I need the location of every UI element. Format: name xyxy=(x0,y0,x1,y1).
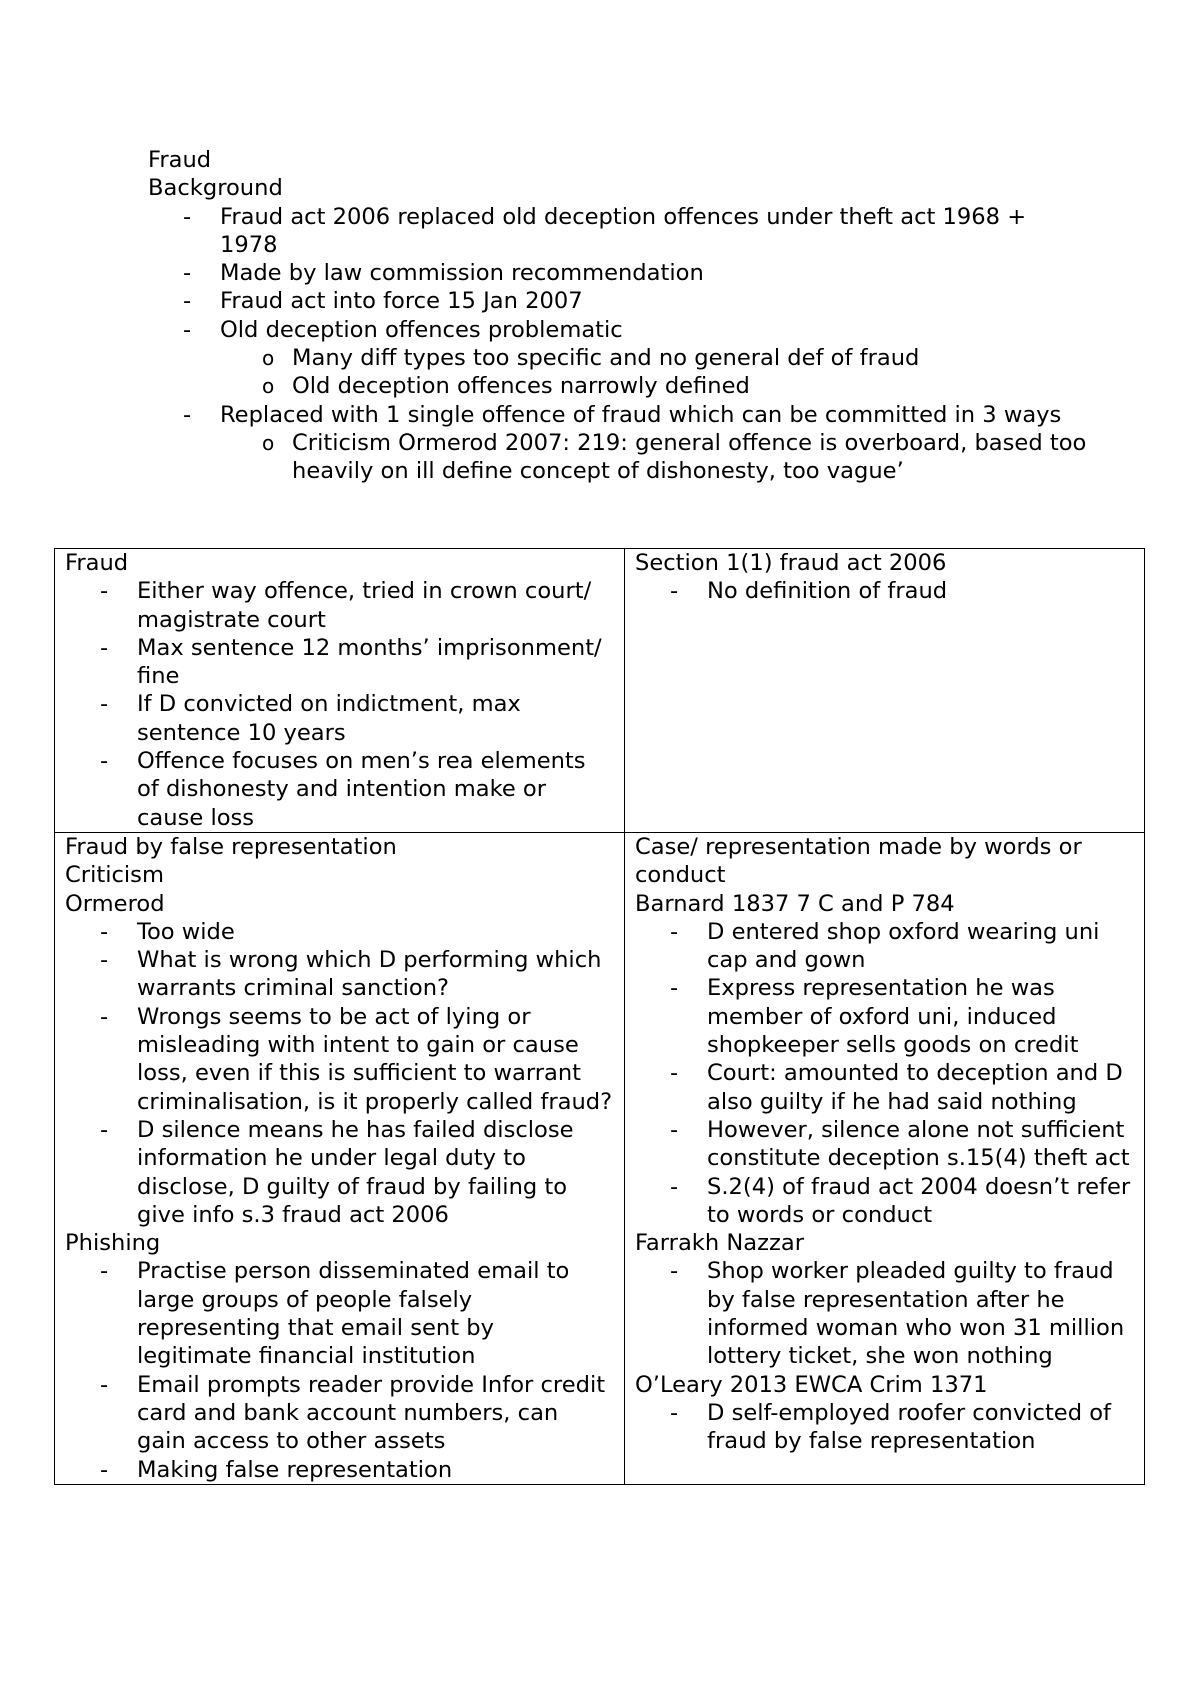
list-item: - S.2(4) of fraud act 2004 doesn’t refer to words or conduct xyxy=(670,1173,1131,1228)
list-item: - Wrongs seems to be act of lying or misleading with intent to gain or cause loss, even if this is sufficient to warrant criminalisation, is it properly called fraud? xyxy=(100,1003,613,1115)
list-item: - Either way offence, tried in crown court/ magistrate court xyxy=(100,578,592,633)
list-item: - Replaced with 1 single offence of fraud which can be committed in 3 ways o Criticism Ormerod 2007: 219: general offence is overboard, based too heavily on ill define concept of dishonesty, too vague’ xyxy=(183,401,1087,485)
cell-list xyxy=(635,577,1134,605)
list-item: - What is wrong which D performing which warrants criminal sanction? xyxy=(100,947,602,1002)
list-item: - Too wide xyxy=(100,918,235,945)
list-item: - Max sentence 12 months’ imprisonment/ fine xyxy=(100,634,602,690)
sub-list xyxy=(220,344,1088,401)
list-item: - D silence means he has failed disclose information he under legal duty to disclose, D guilty of fraud by failing to give info s.3 fraud act 2006 xyxy=(100,1116,574,1228)
case-name: Farrakh Nazzar xyxy=(635,1230,804,1257)
intro-section xyxy=(148,146,1088,486)
cell-heading: Fraud by false representation xyxy=(65,833,397,860)
cell-subheading: Ormerod xyxy=(65,890,165,917)
background-list xyxy=(148,203,1088,486)
list-item: - D entered shop oxford wearing uni cap and gown xyxy=(670,918,1100,974)
cell-heading: Section 1(1) fraud act 2006 xyxy=(635,550,947,576)
list-item: - Making false representation xyxy=(100,1456,453,1483)
list-item: - Shop worker pleaded guilty to fraud by false representation after he informed woman who won 31 million lottery ticket, she won nothing xyxy=(670,1258,1125,1370)
case-name: Barnard 1837 7 C and P 784 xyxy=(635,890,955,917)
cell-list xyxy=(65,1257,614,1483)
cell-list xyxy=(635,1257,1134,1370)
cell-list xyxy=(65,918,614,1229)
cell-list xyxy=(65,577,614,832)
cell-subheading: Criticism xyxy=(65,862,164,889)
list-item: - Court: amounted to deception and D also guilty if he had said nothing xyxy=(670,1060,1123,1115)
list-item: - Old deception offences problematic o Many diff types too specific and no general def of fraud o Old deception offences narrowly defined xyxy=(148,316,1088,401)
list-item: - Express representation he was member of oxford uni, induced shopkeeper sells goods on credit xyxy=(670,975,1079,1059)
case-name: O’Leary 2013 EWCA Crim 1371 xyxy=(635,1371,988,1398)
table-cell xyxy=(625,832,1145,1484)
sub-list-item: o Criticism Ormerod 2007: 219: general offence is overboard, based too heavily on ill define concept of dishonesty, too vague’ xyxy=(262,429,1087,485)
sub-list-item: o Old deception offences narrowly defined xyxy=(262,373,750,400)
list-item: - D self-employed roofer convicted of fraud by false representation xyxy=(670,1399,1112,1455)
table-cell xyxy=(55,832,625,1484)
sub-list-item: o Many diff types too specific and no general def of fraud xyxy=(262,345,920,372)
table-cell xyxy=(55,549,625,833)
list-item: - Email prompts reader provide Infor credit card and bank account numbers, can gain access to other assets xyxy=(100,1371,606,1455)
list-item: - Fraud act 2006 replaced old deception offences under theft act 1968 + 1978 xyxy=(183,203,1027,258)
doc-title: Fraud xyxy=(148,147,212,173)
list-item: - However, silence alone not sufficient constitute deception s.15(4) theft act xyxy=(670,1116,1130,1172)
list-item: - Offence focuses on men’s rea elements of dishonesty and intention make or cause loss xyxy=(100,748,586,831)
list-item: - No definition of fraud xyxy=(670,578,948,605)
cell-heading: Case/ representation made by words or conduct xyxy=(635,833,1082,889)
table-row xyxy=(55,832,1145,1484)
section-heading: Background xyxy=(148,175,283,202)
table-cell xyxy=(625,549,1145,833)
cell-list xyxy=(635,1399,1134,1456)
table-row xyxy=(55,549,1145,833)
list-item: - Made by law commission recommendation xyxy=(183,260,704,287)
sub-list xyxy=(220,429,1088,486)
list-item: - If D convicted on indictment, max sentence 10 years xyxy=(100,691,521,746)
notes-table xyxy=(54,548,1145,1485)
cell-heading: Fraud xyxy=(65,550,129,576)
list-item: - Fraud act into force 15 Jan 2007 xyxy=(183,288,583,315)
list-item: - Practise person disseminated email to large groups of people falsely representing that email sent by legitimate financial institution xyxy=(100,1258,570,1370)
cell-subheading: Phishing xyxy=(65,1230,161,1257)
cell-list xyxy=(635,918,1134,1229)
